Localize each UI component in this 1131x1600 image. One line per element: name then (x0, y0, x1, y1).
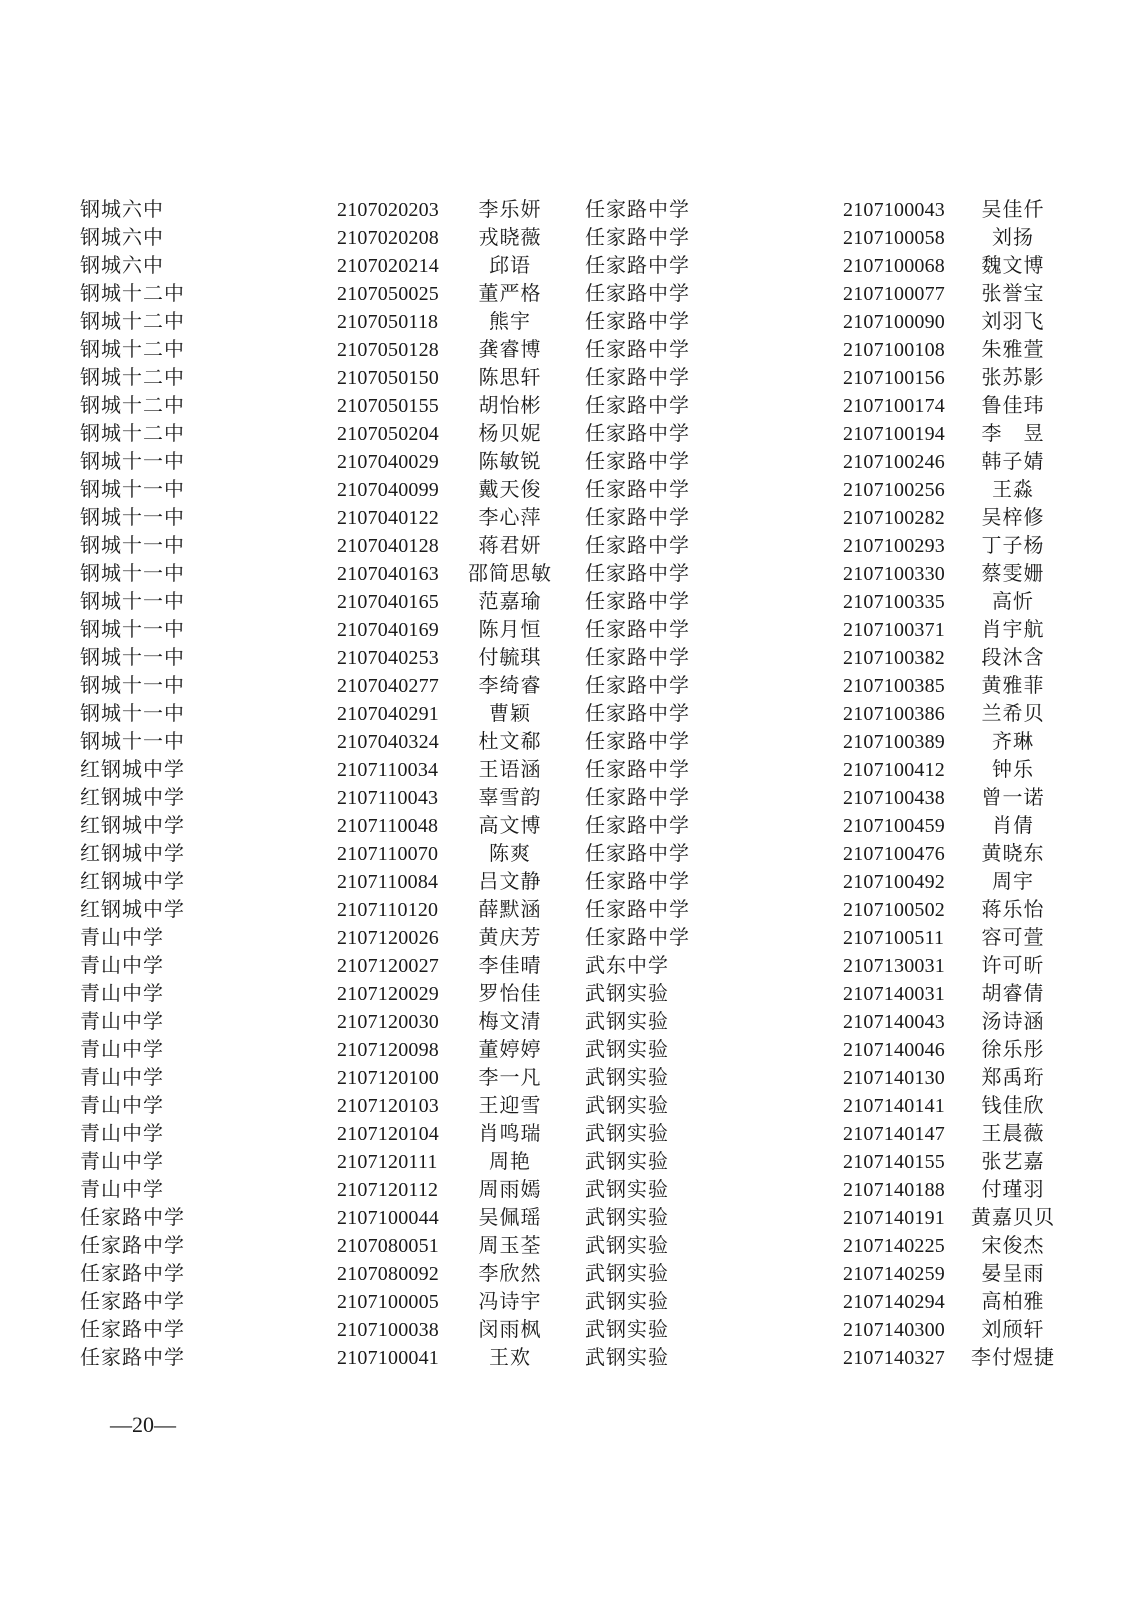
right-student-id-cell: 2107140188 (843, 1179, 945, 1201)
right-school-cell: 任家路中学 (585, 563, 690, 585)
left-school-cell: 红钢城中学 (80, 871, 185, 893)
right-student-id-cell: 2107100511 (843, 927, 945, 949)
right-student-name-cell: 许可昕 (981, 955, 1045, 977)
right-school-cell: 任家路中学 (585, 703, 690, 725)
right-school-cell: 任家路中学 (585, 619, 690, 641)
right-student-name-cell: 吴佳仟 (981, 199, 1045, 221)
right-student-id-cell: 2107100371 (843, 619, 945, 641)
right-student-name-cell: 鲁佳玮 (981, 395, 1045, 417)
right-school-cell: 武钢实验 (585, 1067, 669, 1089)
left-school-cell: 钢城十一中 (80, 479, 185, 501)
right-school-cell: 武东中学 (585, 955, 669, 977)
left-student-id-cell: 2107120098 (337, 1039, 439, 1061)
table-row (0, 1092, 1131, 1120)
left-student-name-cell: 付毓琪 (478, 647, 542, 669)
right-student-name-cell: 付瑾羽 (981, 1179, 1045, 1201)
right-student-name-cell: 徐乐彤 (981, 1039, 1045, 1061)
left-student-name-cell: 陈爽 (489, 843, 531, 865)
table-row (0, 532, 1131, 560)
left-student-id-cell: 2107100005 (337, 1291, 439, 1313)
right-student-id-cell: 2107100382 (843, 647, 945, 669)
left-student-name-cell: 蒋君妍 (478, 535, 542, 557)
left-student-id-cell: 2107120030 (337, 1011, 439, 1033)
left-student-name-cell: 李绮睿 (478, 675, 542, 697)
left-school-cell: 钢城十二中 (80, 367, 185, 389)
right-school-cell: 任家路中学 (585, 227, 690, 249)
left-student-name-cell: 高文博 (478, 815, 542, 837)
left-student-name-cell: 冯诗宇 (478, 1291, 542, 1313)
left-student-name-cell: 邱语 (489, 255, 531, 277)
left-student-id-cell: 2107100041 (337, 1347, 439, 1369)
left-student-id-cell: 2107050118 (337, 311, 439, 333)
left-student-id-cell: 2107120100 (337, 1067, 439, 1089)
table-row (0, 420, 1131, 448)
left-school-cell: 钢城十二中 (80, 311, 185, 333)
left-student-name-cell: 杨贝妮 (478, 423, 542, 445)
right-school-cell: 武钢实验 (585, 1095, 669, 1117)
right-student-name-cell: 韩子婧 (981, 451, 1045, 473)
left-school-cell: 任家路中学 (80, 1207, 185, 1229)
left-student-name-cell: 吕文静 (478, 871, 542, 893)
right-school-cell: 武钢实验 (585, 983, 669, 1005)
right-student-name-cell: 刘羽飞 (981, 311, 1045, 333)
table-row (0, 924, 1131, 952)
left-school-cell: 青山中学 (80, 983, 164, 1005)
left-student-name-cell: 李乐妍 (478, 199, 542, 221)
table-row (0, 504, 1131, 532)
left-student-id-cell: 2107040122 (337, 507, 439, 529)
right-school-cell: 任家路中学 (585, 535, 690, 557)
right-student-id-cell: 2107100077 (843, 283, 945, 305)
left-school-cell: 钢城十一中 (80, 507, 185, 529)
left-student-name-cell: 李心萍 (478, 507, 542, 529)
right-school-cell: 任家路中学 (585, 395, 690, 417)
left-school-cell: 任家路中学 (80, 1263, 185, 1285)
right-school-cell: 任家路中学 (585, 367, 690, 389)
right-student-id-cell: 2107140300 (843, 1319, 945, 1341)
left-student-name-cell: 曹颖 (489, 703, 531, 725)
left-student-id-cell: 2107050155 (337, 395, 439, 417)
left-school-cell: 红钢城中学 (80, 787, 185, 809)
left-student-id-cell: 2107040128 (337, 535, 439, 557)
left-school-cell: 钢城十一中 (80, 591, 185, 613)
right-school-cell: 任家路中学 (585, 815, 690, 837)
left-student-name-cell: 陈思轩 (478, 367, 542, 389)
left-school-cell: 钢城六中 (80, 227, 164, 249)
left-student-name-cell: 肖鸣瑞 (478, 1123, 542, 1145)
left-student-id-cell: 2107040291 (337, 703, 439, 725)
right-student-name-cell: 吴梓修 (981, 507, 1045, 529)
right-school-cell: 任家路中学 (585, 899, 690, 921)
left-student-id-cell: 2107040324 (337, 731, 439, 753)
right-student-name-cell: 刘颀轩 (981, 1319, 1045, 1341)
right-student-name-cell: 丁子杨 (981, 535, 1045, 557)
table-row (0, 616, 1131, 644)
right-student-name-cell: 肖倩 (992, 815, 1034, 837)
left-school-cell: 钢城十一中 (80, 451, 185, 473)
table-row (0, 196, 1131, 224)
right-student-id-cell: 2107130031 (843, 955, 945, 977)
table-row (0, 700, 1131, 728)
left-student-name-cell: 周雨嫣 (478, 1179, 542, 1201)
left-student-id-cell: 2107080051 (337, 1235, 439, 1257)
left-school-cell: 青山中学 (80, 927, 164, 949)
table-row (0, 364, 1131, 392)
left-student-id-cell: 2107050150 (337, 367, 439, 389)
left-school-cell: 钢城十一中 (80, 675, 185, 697)
right-student-name-cell: 周宇 (992, 871, 1034, 893)
right-student-name-cell: 黄晓东 (981, 843, 1045, 865)
left-student-name-cell: 王欢 (489, 1347, 531, 1369)
table-row (0, 588, 1131, 616)
left-student-name-cell: 范嘉瑜 (478, 591, 542, 613)
left-student-id-cell: 2107040163 (337, 563, 439, 585)
right-school-cell: 任家路中学 (585, 451, 690, 473)
right-student-id-cell: 2107100090 (843, 311, 945, 333)
right-school-cell: 武钢实验 (585, 1291, 669, 1313)
table-row (0, 672, 1131, 700)
table-row (0, 896, 1131, 924)
left-student-name-cell: 胡怡彬 (478, 395, 542, 417)
right-student-id-cell: 2107140130 (843, 1067, 945, 1089)
table-row (0, 1176, 1131, 1204)
left-student-id-cell: 2107020208 (337, 227, 439, 249)
table-row (0, 1120, 1131, 1148)
left-school-cell: 钢城六中 (80, 255, 164, 277)
left-student-id-cell: 2107110084 (337, 871, 439, 893)
right-student-id-cell: 2107140259 (843, 1263, 945, 1285)
right-student-name-cell: 张艺嘉 (981, 1151, 1045, 1173)
right-student-id-cell: 2107100174 (843, 395, 945, 417)
right-school-cell: 武钢实验 (585, 1179, 669, 1201)
right-student-id-cell: 2107140191 (843, 1207, 945, 1229)
left-student-id-cell: 2107050025 (337, 283, 439, 305)
left-school-cell: 钢城十一中 (80, 535, 185, 557)
right-student-id-cell: 2107100492 (843, 871, 945, 893)
table-row (0, 784, 1131, 812)
left-student-name-cell: 闵雨枫 (478, 1319, 542, 1341)
right-school-cell: 武钢实验 (585, 1039, 669, 1061)
left-school-cell: 青山中学 (80, 1011, 164, 1033)
right-student-id-cell: 2107140294 (843, 1291, 945, 1313)
right-school-cell: 任家路中学 (585, 843, 690, 865)
left-student-id-cell: 2107120104 (337, 1123, 439, 1145)
left-student-id-cell: 2107120103 (337, 1095, 439, 1117)
left-student-name-cell: 熊宇 (489, 311, 531, 333)
right-student-name-cell: 张苏影 (981, 367, 1045, 389)
left-student-id-cell: 2107110034 (337, 759, 439, 781)
right-student-id-cell: 2107100293 (843, 535, 945, 557)
left-school-cell: 钢城六中 (80, 199, 164, 221)
left-school-cell: 青山中学 (80, 1151, 164, 1173)
right-school-cell: 任家路中学 (585, 759, 690, 781)
right-school-cell: 任家路中学 (585, 927, 690, 949)
table-row (0, 1064, 1131, 1092)
left-student-id-cell: 2107020203 (337, 199, 439, 221)
left-school-cell: 钢城十一中 (80, 647, 185, 669)
right-student-id-cell: 2107100068 (843, 255, 945, 277)
left-student-name-cell: 戴天俊 (478, 479, 542, 501)
left-school-cell: 钢城十一中 (80, 563, 185, 585)
left-student-id-cell: 2107100044 (337, 1207, 439, 1229)
right-school-cell: 任家路中学 (585, 479, 690, 501)
right-student-id-cell: 2107100386 (843, 703, 945, 725)
right-student-name-cell: 段沐含 (981, 647, 1045, 669)
right-student-name-cell: 曾一诺 (981, 787, 1045, 809)
table-row (0, 1204, 1131, 1232)
right-student-name-cell: 朱雅萱 (981, 339, 1045, 361)
table-row (0, 1316, 1131, 1344)
left-student-id-cell: 2107110048 (337, 815, 439, 837)
left-student-id-cell: 2107050204 (337, 423, 439, 445)
left-student-name-cell: 董婷婷 (478, 1039, 542, 1061)
table-row (0, 756, 1131, 784)
right-school-cell: 任家路中学 (585, 647, 690, 669)
table-row (0, 1148, 1131, 1176)
right-student-id-cell: 2107140147 (843, 1123, 945, 1145)
right-student-id-cell: 2107100438 (843, 787, 945, 809)
right-school-cell: 武钢实验 (585, 1319, 669, 1341)
right-student-id-cell: 2107140327 (843, 1347, 945, 1369)
right-student-name-cell: 容可萱 (981, 927, 1045, 949)
table-row (0, 392, 1131, 420)
right-student-name-cell: 高柏雅 (981, 1291, 1045, 1313)
table-row (0, 868, 1131, 896)
table-row (0, 980, 1131, 1008)
right-student-id-cell: 2107100476 (843, 843, 945, 865)
left-student-name-cell: 董严格 (478, 283, 542, 305)
left-student-id-cell: 2107110043 (337, 787, 439, 809)
left-student-id-cell: 2107110070 (337, 843, 439, 865)
left-school-cell: 钢城十二中 (80, 423, 185, 445)
left-student-name-cell: 梅文清 (478, 1011, 542, 1033)
right-student-name-cell: 肖宇航 (981, 619, 1045, 641)
left-school-cell: 青山中学 (80, 955, 164, 977)
right-student-id-cell: 2107100330 (843, 563, 945, 585)
right-student-id-cell: 2107140031 (843, 983, 945, 1005)
right-school-cell: 任家路中学 (585, 255, 690, 277)
left-school-cell: 青山中学 (80, 1039, 164, 1061)
table-row (0, 952, 1131, 980)
table-row (0, 812, 1131, 840)
right-school-cell: 武钢实验 (585, 1207, 669, 1229)
left-school-cell: 钢城十一中 (80, 703, 185, 725)
table-row (0, 1036, 1131, 1064)
right-school-cell: 武钢实验 (585, 1123, 669, 1145)
table-row (0, 1344, 1131, 1372)
left-student-name-cell: 周艳 (489, 1151, 531, 1173)
left-student-id-cell: 2107050128 (337, 339, 439, 361)
table-row (0, 308, 1131, 336)
right-school-cell: 任家路中学 (585, 283, 690, 305)
left-school-cell: 青山中学 (80, 1123, 164, 1145)
left-student-name-cell: 王语涵 (478, 759, 542, 781)
table-row (0, 1232, 1131, 1260)
right-school-cell: 武钢实验 (585, 1263, 669, 1285)
right-student-name-cell: 刘扬 (992, 227, 1034, 249)
right-student-name-cell: 张誉宝 (981, 283, 1045, 305)
right-student-id-cell: 2107100282 (843, 507, 945, 529)
table-row (0, 728, 1131, 756)
left-school-cell: 钢城十一中 (80, 731, 185, 753)
right-student-id-cell: 2107100156 (843, 367, 945, 389)
left-school-cell: 钢城十一中 (80, 619, 185, 641)
table-row (0, 448, 1131, 476)
left-student-id-cell: 2107120111 (337, 1151, 438, 1173)
right-school-cell: 任家路中学 (585, 423, 690, 445)
left-school-cell: 钢城十二中 (80, 395, 185, 417)
page-number: —20— (110, 1412, 176, 1437)
right-student-name-cell: 王淼 (992, 479, 1034, 501)
right-school-cell: 武钢实验 (585, 1011, 669, 1033)
right-student-name-cell: 胡睿倩 (981, 983, 1045, 1005)
left-student-name-cell: 吴佩瑶 (478, 1207, 542, 1229)
left-school-cell: 任家路中学 (80, 1319, 185, 1341)
left-student-name-cell: 李欣然 (478, 1263, 542, 1285)
right-school-cell: 武钢实验 (585, 1151, 669, 1173)
left-school-cell: 青山中学 (80, 1179, 164, 1201)
left-student-name-cell: 杜文郗 (478, 731, 542, 753)
left-school-cell: 任家路中学 (80, 1347, 185, 1369)
table-row (0, 476, 1131, 504)
right-school-cell: 任家路中学 (585, 199, 690, 221)
right-school-cell: 任家路中学 (585, 507, 690, 529)
right-student-id-cell: 2107100412 (843, 759, 945, 781)
right-student-id-cell: 2107140046 (843, 1039, 945, 1061)
table-row (0, 1008, 1131, 1036)
left-student-name-cell: 陈敏锐 (478, 451, 542, 473)
right-student-name-cell: 晏呈雨 (981, 1263, 1045, 1285)
left-student-name-cell: 周玉荃 (478, 1235, 542, 1257)
left-student-name-cell: 李一凡 (478, 1067, 542, 1089)
left-student-name-cell: 王迎雪 (478, 1095, 542, 1117)
right-student-id-cell: 2107100058 (843, 227, 945, 249)
left-school-cell: 钢城十二中 (80, 283, 185, 305)
table-row (0, 280, 1131, 308)
right-student-name-cell: 蒋乐怡 (981, 899, 1045, 921)
right-student-id-cell: 2107100385 (843, 675, 945, 697)
right-school-cell: 任家路中学 (585, 731, 690, 753)
right-student-name-cell: 汤诗涵 (981, 1011, 1045, 1033)
left-school-cell: 钢城十二中 (80, 339, 185, 361)
left-student-id-cell: 2107120112 (337, 1179, 439, 1201)
right-student-name-cell: 蔡雯姗 (981, 563, 1045, 585)
right-student-name-cell: 钱佳欣 (981, 1095, 1045, 1117)
left-student-name-cell: 辜雪韵 (478, 787, 542, 809)
right-student-name-cell: 魏文博 (981, 255, 1045, 277)
right-student-name-cell: 王晨薇 (981, 1123, 1045, 1145)
left-school-cell: 红钢城中学 (80, 843, 185, 865)
left-student-id-cell: 2107040169 (337, 619, 439, 641)
table-row (0, 252, 1131, 280)
left-student-name-cell: 薛默涵 (478, 899, 542, 921)
table-row (0, 1288, 1131, 1316)
right-school-cell: 武钢实验 (585, 1347, 669, 1369)
right-student-id-cell: 2107140043 (843, 1011, 945, 1033)
left-student-name-cell: 邵简思敏 (468, 563, 552, 585)
right-student-id-cell: 2107100043 (843, 199, 945, 221)
left-student-id-cell: 2107120026 (337, 927, 439, 949)
left-student-id-cell: 2107120027 (337, 955, 439, 977)
right-student-name-cell: 黄嘉贝贝 (971, 1207, 1055, 1229)
right-student-name-cell: 宋俊杰 (981, 1235, 1045, 1257)
table-row (0, 644, 1131, 672)
left-school-cell: 青山中学 (80, 1095, 164, 1117)
right-student-name-cell: 齐琳 (992, 731, 1034, 753)
right-student-name-cell: 李付煜捷 (971, 1347, 1055, 1369)
right-student-id-cell: 2107140141 (843, 1095, 945, 1117)
left-student-name-cell: 陈月恒 (478, 619, 542, 641)
right-student-id-cell: 2107100256 (843, 479, 945, 501)
left-school-cell: 红钢城中学 (80, 899, 185, 921)
right-student-id-cell: 2107140225 (843, 1235, 945, 1257)
left-student-id-cell: 2107040099 (337, 479, 439, 501)
left-school-cell: 任家路中学 (80, 1235, 185, 1257)
left-student-name-cell: 龚睿博 (478, 339, 542, 361)
table-row (0, 840, 1131, 868)
right-student-id-cell: 2107100108 (843, 339, 945, 361)
right-student-id-cell: 2107100389 (843, 731, 945, 753)
right-school-cell: 任家路中学 (585, 787, 690, 809)
left-school-cell: 红钢城中学 (80, 759, 185, 781)
right-student-name-cell: 郑禹珩 (981, 1067, 1045, 1089)
left-student-id-cell: 2107120029 (337, 983, 439, 1005)
right-student-id-cell: 2107100246 (843, 451, 945, 473)
left-student-id-cell: 2107040253 (337, 647, 439, 669)
right-school-cell: 武钢实验 (585, 1235, 669, 1257)
table-row (0, 336, 1131, 364)
right-student-name-cell: 钟乐 (992, 759, 1034, 781)
right-school-cell: 任家路中学 (585, 591, 690, 613)
right-student-name-cell: 黄雅菲 (981, 675, 1045, 697)
right-student-id-cell: 2107100194 (843, 423, 945, 445)
right-student-name-cell: 李 昱 (981, 423, 1045, 445)
left-student-id-cell: 2107040165 (337, 591, 439, 613)
right-student-id-cell: 2107100459 (843, 815, 945, 837)
student-roster-table (0, 196, 1131, 1372)
left-student-name-cell: 罗怡佳 (478, 983, 542, 1005)
left-student-id-cell: 2107020214 (337, 255, 439, 277)
right-student-id-cell: 2107100502 (843, 899, 945, 921)
right-school-cell: 任家路中学 (585, 339, 690, 361)
right-school-cell: 任家路中学 (585, 675, 690, 697)
left-student-name-cell: 黄庆芳 (478, 927, 542, 949)
left-school-cell: 红钢城中学 (80, 815, 185, 837)
table-row (0, 560, 1131, 588)
table-row (0, 1260, 1131, 1288)
left-school-cell: 青山中学 (80, 1067, 164, 1089)
right-school-cell: 任家路中学 (585, 311, 690, 333)
right-school-cell: 任家路中学 (585, 871, 690, 893)
right-student-name-cell: 兰希贝 (981, 703, 1045, 725)
right-student-id-cell: 2107140155 (843, 1151, 945, 1173)
left-student-id-cell: 2107110120 (337, 899, 439, 921)
left-student-name-cell: 李佳晴 (478, 955, 542, 977)
right-student-name-cell: 高忻 (992, 591, 1034, 613)
left-student-name-cell: 戎晓薇 (478, 227, 542, 249)
left-school-cell: 任家路中学 (80, 1291, 185, 1313)
left-student-id-cell: 2107080092 (337, 1263, 439, 1285)
left-student-id-cell: 2107100038 (337, 1319, 439, 1341)
left-student-id-cell: 2107040029 (337, 451, 439, 473)
left-student-id-cell: 2107040277 (337, 675, 439, 697)
table-row (0, 224, 1131, 252)
right-student-id-cell: 2107100335 (843, 591, 945, 613)
